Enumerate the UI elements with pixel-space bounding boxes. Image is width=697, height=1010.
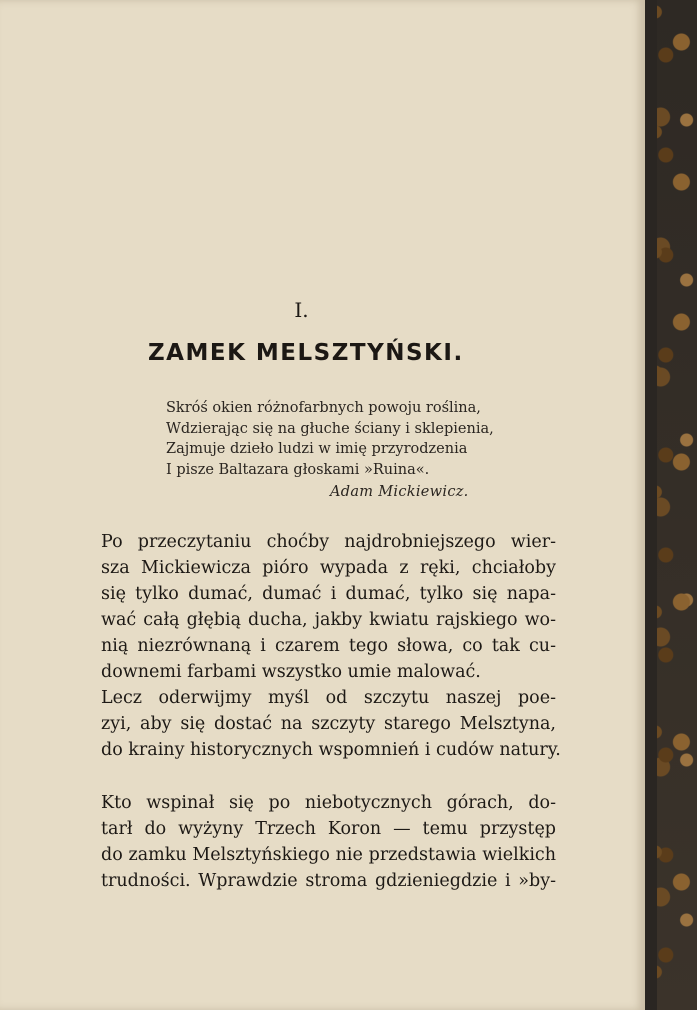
text-line: wać całą głębią ducha, jakby kwiatu rajskiego wo-: [101, 610, 556, 630]
epigraph-author: Adam Mickiewicz.: [330, 484, 469, 500]
paragraph-gap: [101, 763, 556, 790]
text-line: trudności. Wprawdzie stroma gdzieniegdzie i »by-: [101, 871, 556, 891]
epigraph-line: Skróś okien różnofarbnych powoju roślina,: [166, 400, 481, 416]
text-line: do krainy historycznych wspomnień i cudów natury.: [101, 740, 561, 760]
epigraph: [166, 398, 566, 480]
text-line: Po przeczytaniu choćby najdrobniejszego wier-: [101, 532, 556, 552]
text-line: zyi, aby się dostać na szczyty starego Melsztyna,: [101, 714, 556, 734]
text-line: do zamku Melsztyńskiego nie przedstawia wielkich: [101, 845, 556, 865]
text-line: sza Mickiewicza pióro wypada z ręki, chciałoby: [101, 558, 556, 578]
binding-edge: [645, 0, 657, 1010]
chapter-title: ZAMEK MELSZTYŃSKI.: [148, 340, 464, 366]
text-line: tarł do wyżyny Trzech Koron — temu przystęp: [101, 819, 556, 839]
chapter-number: [0, 298, 645, 322]
paragraph: [101, 790, 556, 894]
epigraph-line: Zajmuje dzieło ludzi w imię przyrodzenia: [166, 441, 468, 457]
epigraph-line: I pisze Baltazara głoskami »Ruina«.: [166, 461, 430, 478]
text-line: się tylko dumać, dumać i dumać, tylko się napa-: [101, 584, 556, 604]
body-text: [101, 529, 561, 894]
chapter-number-text: I.: [294, 298, 309, 322]
text-line: downemi farbami wszystko umie malować.: [101, 662, 481, 682]
text-line: Kto wspinał się po niebotycznych górach, do-: [101, 793, 556, 813]
paragraph: [101, 685, 561, 763]
epigraph-line: Wdzierając się na głuche ściany i sklepienia,: [166, 420, 494, 437]
text-line: Lecz oderwijmy myśl od szczytu naszej poe-: [101, 688, 556, 708]
paragraph: [101, 529, 556, 685]
text-line: nią niezrównaną i czarem tego słowa, co tak cu-: [101, 636, 556, 656]
